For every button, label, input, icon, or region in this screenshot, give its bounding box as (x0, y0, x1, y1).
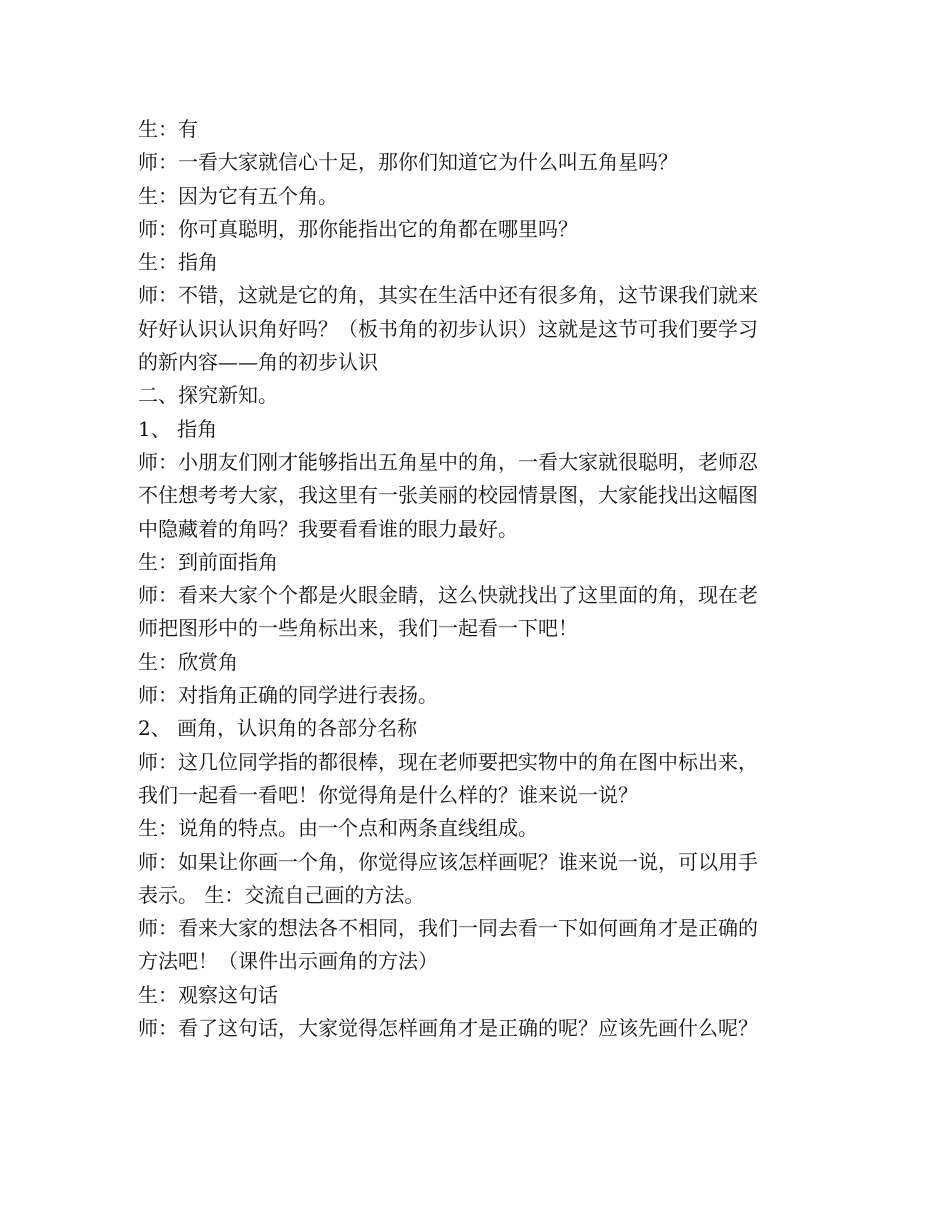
text-line: 师：看来大家个个都是火眼金睛，这么快就找出了这里面的角，现在老 (138, 583, 758, 608)
text-line: 我们一起看一看吧！你觉得角是什么样的？谁来说一说？ (138, 782, 638, 807)
text-line: 师：小朋友们刚才能够指出五角星中的角，一看大家就很聪明，老师忍 (138, 449, 758, 474)
text-line: 生：观察这句话 (138, 982, 278, 1007)
text-line: 生：指角 (138, 250, 218, 275)
text-line: 生：欣赏角 (138, 649, 238, 674)
subsection-heading: 1、 指角 (138, 416, 218, 441)
text-line: 好好认识认识角好吗？（板书角的初步认识）这就是这节可我们要学习 (138, 316, 758, 341)
text-line: 生：到前面指角 (138, 549, 278, 574)
subsection-heading: 2、 画角，认识角的各部分名称 (138, 716, 418, 741)
text-line: 师：你可真聪明，那你能指出它的角都在哪里吗？ (138, 216, 578, 241)
text-line: 不住想考考大家，我这里有一张美丽的校园情景图，大家能找出这幅图 (138, 483, 758, 508)
text-line: 师：对指角正确的同学进行表扬。 (138, 683, 438, 708)
text-line: 师：看来大家的想法各不相同，我们一同去看一下如何画角才是正确的 (138, 916, 758, 941)
text-line: 师把图形中的一些角标出来，我们一起看一下吧！ (138, 616, 578, 641)
text-line: 师：一看大家就信心十足，那你们知道它为什么叫五角星吗？ (138, 150, 678, 175)
text-line: 的新内容——角的初步认识 (138, 350, 378, 375)
text-line: 师：不错，这就是它的角，其实在生活中还有很多角，这节课我们就来 (138, 283, 758, 308)
text-line: 中隐藏着的角吗？我要看看谁的眼力最好。 (138, 516, 518, 541)
text-line: 生：因为它有五个角。 (138, 183, 338, 208)
text-line: 生：说角的特点。由一个点和两条直线组成。 (138, 816, 538, 841)
text-line: 生：有 (138, 117, 198, 141)
section-heading: 二、探究新知。 (138, 383, 278, 408)
text-line: 师：如果让你画一个角，你觉得应该怎样画呢？谁来说一说，可以用手 (138, 849, 758, 874)
document-body (138, 113, 818, 1045)
text-line: 师：这几位同学指的都很棒，现在老师要把实物中的角在图中标出来， (138, 749, 758, 774)
text-line: 师：看了这句话，大家觉得怎样画角才是正确的呢？应该先画什么呢？ (138, 1016, 758, 1041)
text-line: 方法吧！（课件出示画角的方法） (138, 949, 438, 974)
text-line: 表示。 生：交流自己画的方法。 (138, 882, 425, 907)
